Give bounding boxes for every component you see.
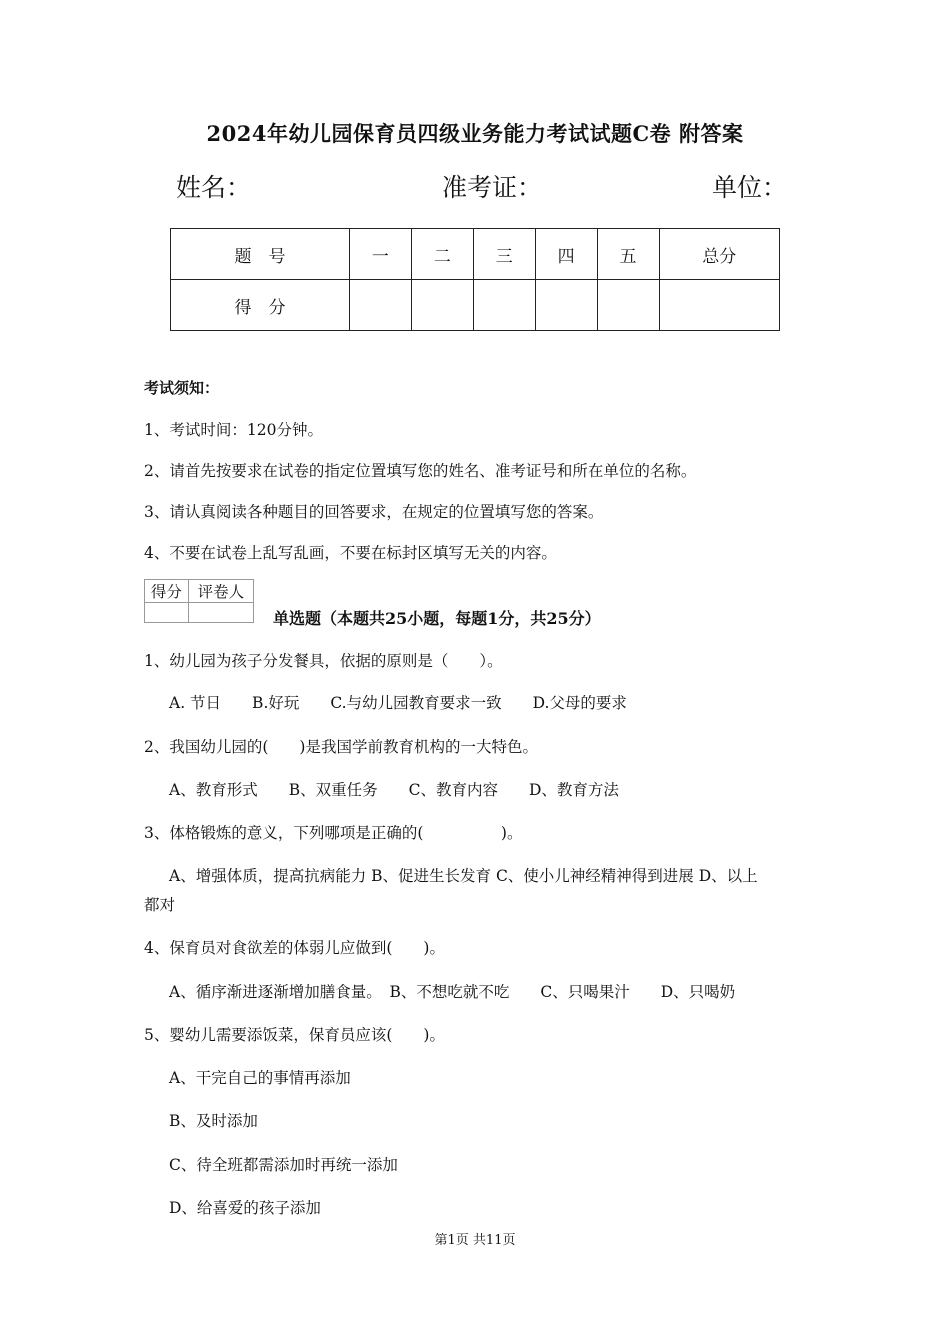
question-options: A、增强体质，提高抗病能力 B、促进生长发育 C、使小儿神经精神得到进展 D、以上	[169, 867, 758, 885]
question-text: 3、体格锻炼的意义，下列哪项是正确的( )。	[144, 824, 523, 842]
score-table-header-cell: 题 号	[171, 229, 350, 280]
score-table-header-cell: 总分	[659, 229, 779, 280]
notice-item: 4、不要在试卷上乱写乱画，不要在标封区填写无关的内容。	[144, 544, 557, 562]
score-table-header-row	[171, 229, 780, 280]
question-text: 2、我国幼儿园的( )是我国学前教育机构的一大特色。	[144, 738, 538, 756]
grader-score-cell	[145, 603, 189, 623]
score-table-header-cell: 三	[473, 229, 535, 280]
grader-name-cell	[188, 603, 253, 623]
option-line: B、及时添加	[169, 1112, 258, 1130]
exam-id-field-label: 准考证：	[442, 173, 543, 202]
score-cell	[659, 280, 779, 331]
option-line: D、给喜爱的孩子添加	[169, 1199, 321, 1217]
score-table-header-cell: 一	[349, 229, 411, 280]
document-title: 2024年幼儿园保育员四级业务能力考试试题C卷 附答案	[206, 121, 744, 146]
grader-box	[144, 579, 254, 623]
score-table-header-cell: 四	[535, 229, 597, 280]
score-cell	[535, 280, 597, 331]
question-options-continued: 都对	[144, 896, 176, 914]
question-options: A、循序渐进逐渐增加膳食量。 B、不想吃就不吃 C、只喝果汁 D、只喝奶	[169, 983, 736, 1001]
score-cell	[597, 280, 659, 331]
question-text: 1、幼儿园为孩子分发餐具，依据的原则是（ ）。	[144, 652, 503, 670]
score-cell	[349, 280, 411, 331]
section-title: 单选题（本题共25小题，每题1分，共25分）	[273, 609, 601, 628]
notice-item: 1、考试时间：120分钟。	[144, 421, 323, 439]
name-field-label: 姓名：	[176, 173, 252, 202]
notice-item: 3、请认真阅读各种题目的回答要求，在规定的位置填写您的答案。	[144, 503, 604, 521]
question-text: 5、婴幼儿需要添饭菜，保育员应该( )。	[144, 1026, 445, 1044]
score-row-label: 得 分	[171, 280, 350, 331]
unit-field-label: 单位：	[712, 173, 788, 202]
score-table	[170, 228, 780, 331]
question-options: A、教育形式 B、双重任务 C、教育内容 D、教育方法	[169, 781, 619, 799]
option-line: C、待全班都需添加时再统一添加	[169, 1156, 398, 1174]
question-options: A. 节日 B.好玩 C.与幼儿园教育要求一致 D.父母的要求	[169, 694, 627, 712]
score-table-header-cell: 二	[411, 229, 473, 280]
score-table-score-row	[171, 280, 780, 331]
page-footer: 第1页 共11页	[434, 1233, 516, 1248]
grader-score-label: 得分	[145, 580, 189, 603]
score-table-header-cell: 五	[597, 229, 659, 280]
grader-name-label: 评卷人	[188, 580, 253, 603]
score-cell	[411, 280, 473, 331]
option-line: A、干完自己的事情再添加	[169, 1069, 351, 1087]
score-cell	[473, 280, 535, 331]
notice-heading: 考试须知：	[144, 379, 220, 397]
notice-item: 2、请首先按要求在试卷的指定位置填写您的姓名、准考证号和所在单位的名称。	[144, 462, 697, 480]
question-text: 4、保育员对食欲差的体弱儿应做到( )。	[144, 939, 445, 957]
